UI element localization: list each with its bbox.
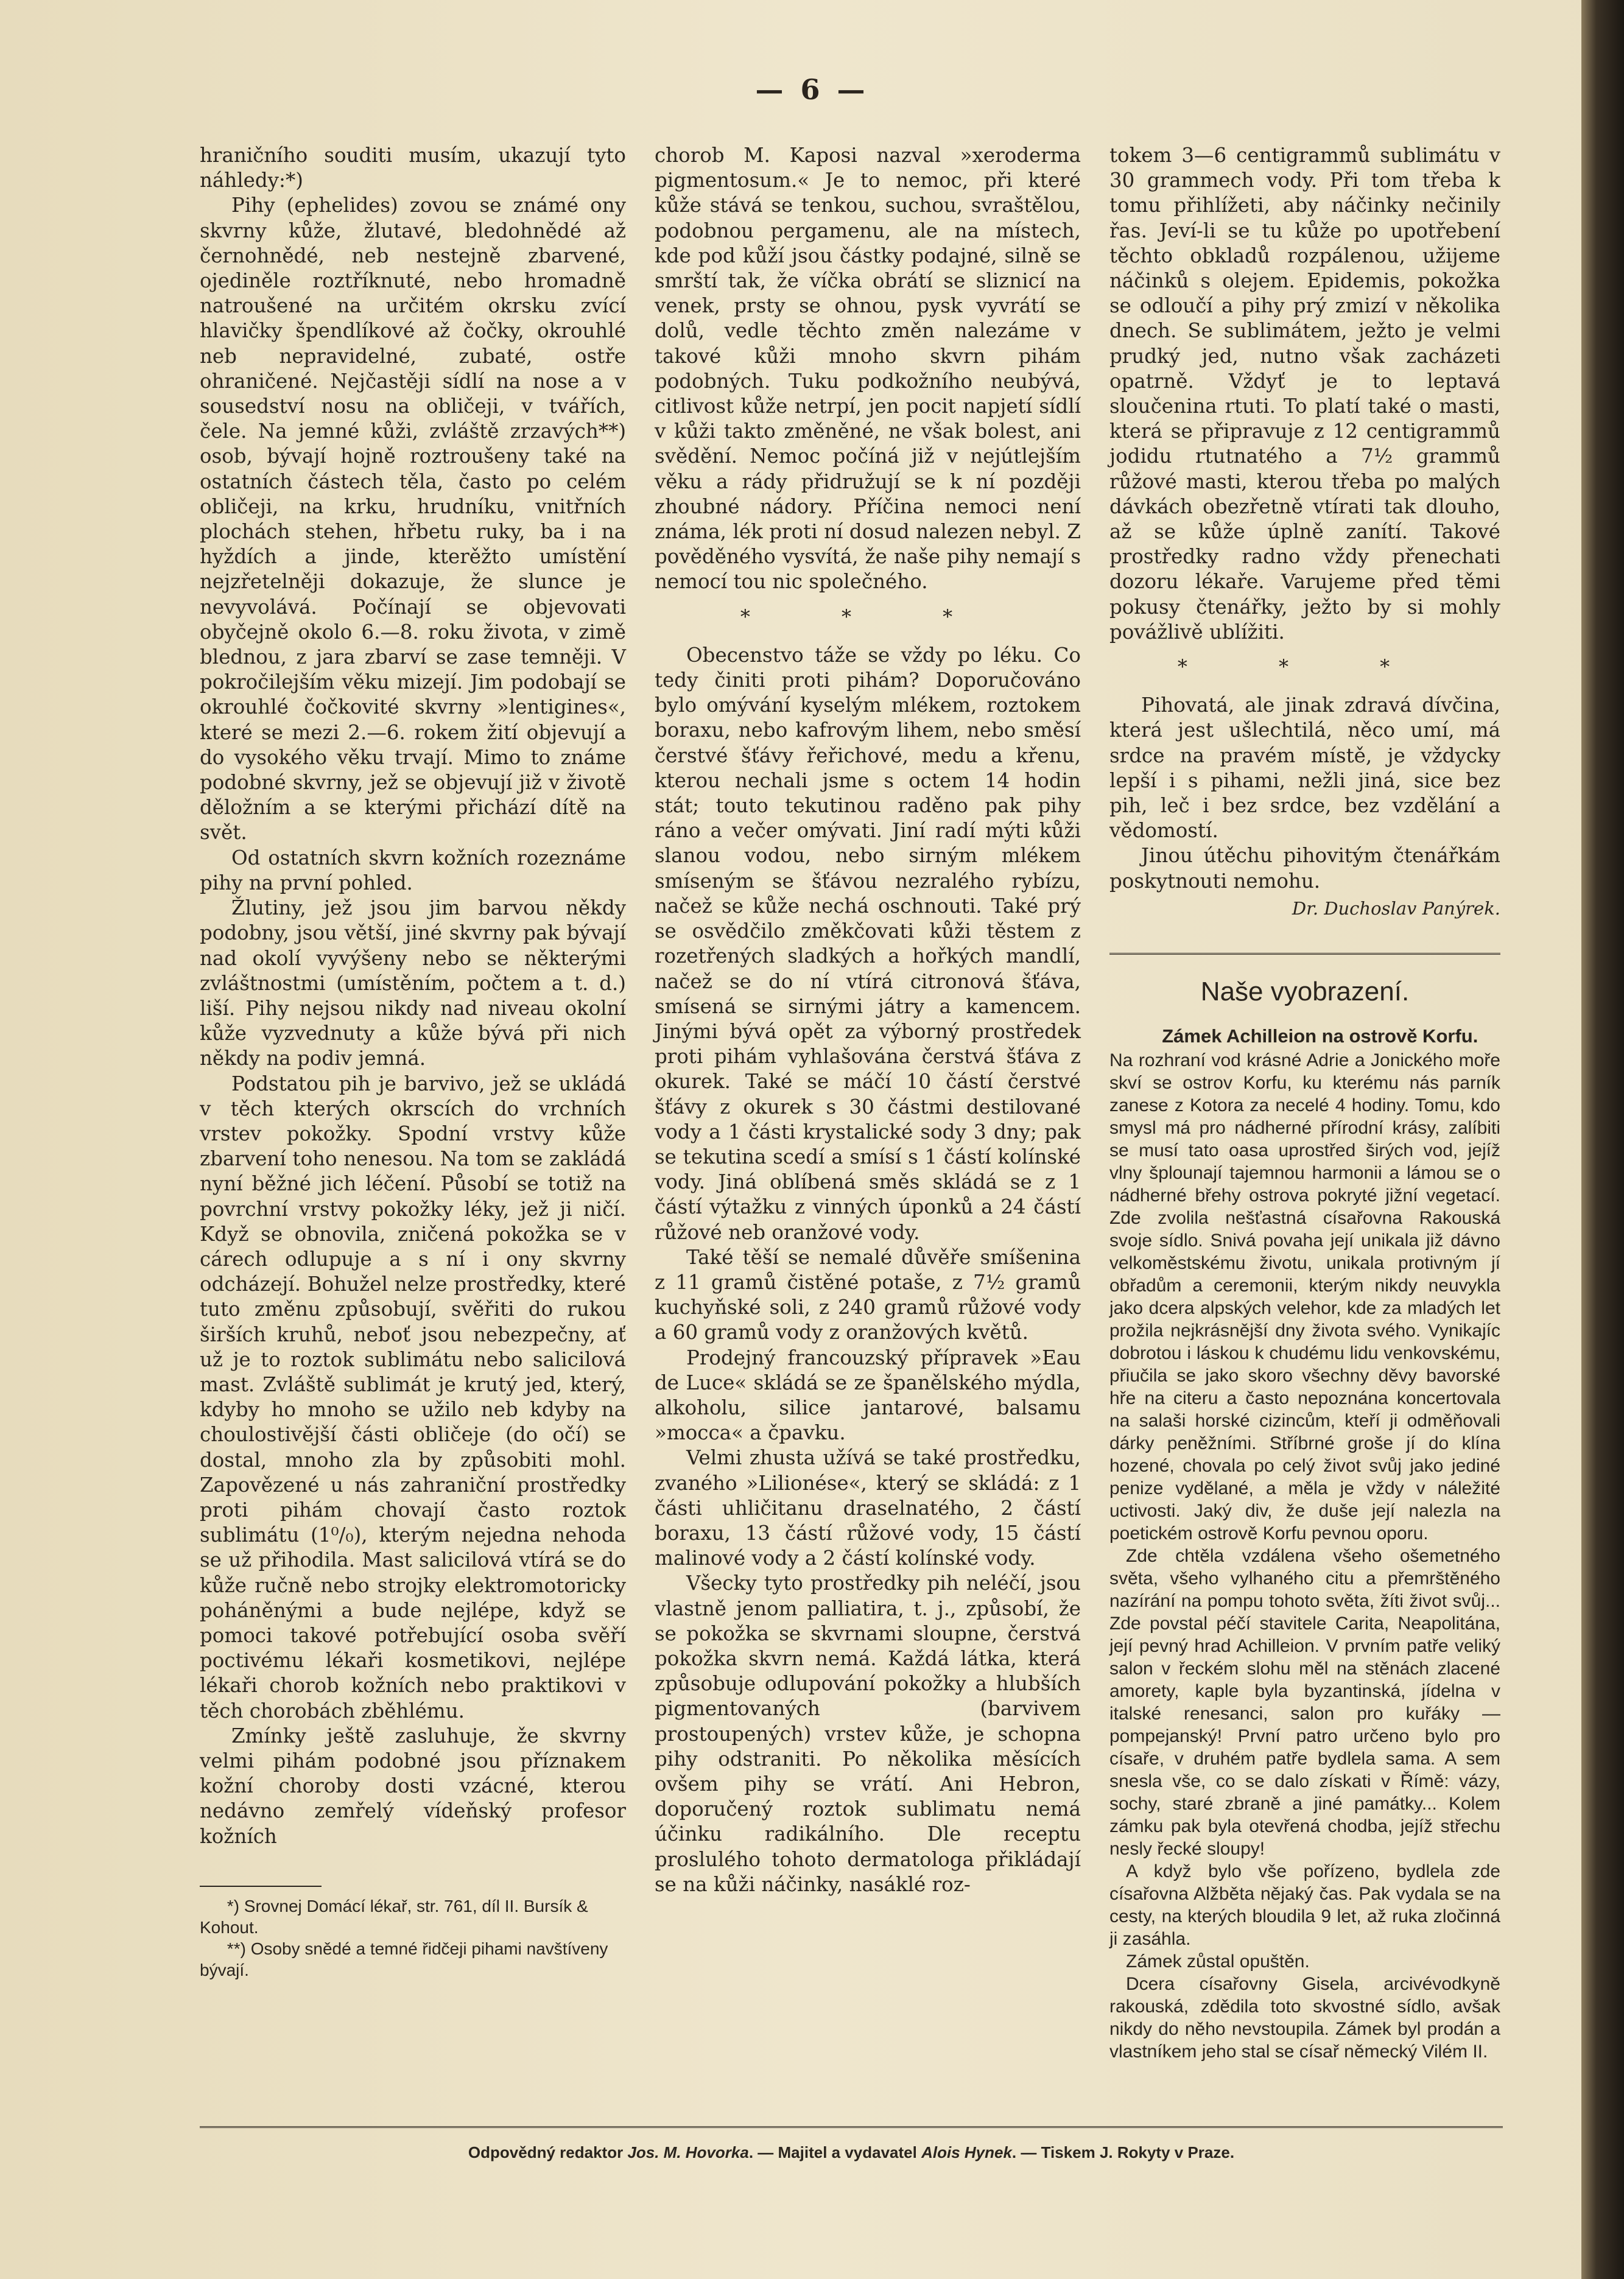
paragraph: Všecky tyto prostředky pih neléčí, jsou vlastně jenom palliatira, t. j., způsobí, že se pokožka se skvrnami sloupne, čerstvá pokožka skvrn nemá. Každá látka, která způsobuje odlupování pokožky a hlubších pigmentovaných (barvivem prostoupených) vrstev kůže, je schopna pihy odstraniti. Po několika měsících ovšem pihy se vrátí. Ani Hebron, doporučený roztok sublimatu nemá účinku radikálního. Dle receptu proslulého tohoto dermatologa přikládají se na kůži náčinky, nasáklé roz- (655, 1571, 1081, 1896)
paragraph: Pihy (ephelides) zovou se známé ony skvrny kůže, žlutavé, bledohnědé až černohnědé, neb nestejně zbarvené, ojediněle roztříknuté, nebo hromadně natroušené na určitém okrsku zvící hlavičky špendlíkové až čočky, okrouhlé neb nepravidelné, zubaté, ostře ohraničené. Nejčastěji sídlí na nose a v sousedství nosu na obličeji, v tvářích, čele. Na jemné kůži, zvláště zrzavých**) osob, bývají hojně roztroušeny také na ostatních částech těla, často po celém obličeji, na krku, hrudníku, vnitřních plochách stehen, hřbetu ruky, ba i na hyždích a jinde, kterěžto umístění nejzřetelněji dokazuje, že slunce je nevyvolává. Počínají se objevovati obyčejně okolo 6.—8. roku života, v zimě blednou, z jara zbarví se zase temněji. V pokročilejším věku mizejí. Jim podobají se okrouhlé čočkovité skvrny »lentigines«, které se mezi 2.—6. rokem žití objevují a do vysokého věku trvají. Mimo to známe podobné skvrny, jež se objevují již v životě děložním a se kterými přichází dítě na svět. (200, 194, 626, 845)
paragraph: Od ostatních skvrn kožních rozeznáme pihy na první pohled. (200, 846, 626, 894)
paragraph: Dcera císařovny Gisela, arcivévodkyně rakouská, zdědila toto skvostné sídlo, avšak nikdy do něho nevstoupila. Zámek byl prodán a vlastníkem jeho stal se císař německý Vilém II. (1109, 1973, 1500, 2062)
article-subtitle: Zámek Achilleion na ostrově Korfu. (1162, 1025, 1478, 1047)
footer-suffix: . — Tiskem J. Rokyty v Praze. (1011, 2143, 1235, 2161)
column-rule (1109, 953, 1500, 955)
paragraph: Podstatou pih je barvivo, jež se ukládá v těch kterých okrscích do vrchních vrstev pokožky. Spodní vrstvy kůže zbarvení toho nenesou. Na tom se zakládá nyní běžné jich léčení. Působí se totiž na povrchní vrstvy pokožky léky, jež ji ničí. Když se obnovila, zničená pokožka se v cárech odlupuje a s ní i ony skvrny odcházejí. Bohužel nelze prostředky, které tuto změnu způsobují, svěřiti do rukou širších kruhů, neboť jsou nebezpečny, ať už je to roztok sublimátu nebo salicilová mast. Zvláště sublimát je krutý jed, který, kdyby ho mnoho se užilo neb kdyby na choulostivější části obličeje (do očí) se dostal, mnoho zla by způsobiti mohl. Zapovězené u nás zahraniční prostředky proti pihám chovají často roztok sublimátu (1⁰/₀), kterým nejedna nehoda se už přihodila. Mast salicilová vtírá se do kůže ručně nebo strojky elektromotoricky poháněnými a bude nejlépe, když se pomoci takové potřebující osoba svěří poctivému lékaři kosmetikovi, nejlépe lékaři chorob kožních nebo praktikovi v těch chorobách zběhlému. (200, 1072, 626, 1722)
paragraph: hraničního souditi musím, ukazují tyto náhledy:*) (200, 144, 626, 192)
footer-editor: Jos. M. Hovorka (627, 2143, 749, 2161)
paragraph: Prodejný francouzský přípravek »Eau de Luce« skládá se ze španělského mýdla, alkoholu, silice jantarové, balsamu »mocca« a čpavku. (655, 1346, 1081, 1445)
footnote-rule (200, 1886, 322, 1887)
column-1 (200, 143, 626, 1981)
paragraph: Velmi zhusta užívá se také prostředku, zvaného »Lilionése«, který se skládá: z 1 části uhličitanu draselnatého, 2 částí boraxu, 13 částí růžové vody, 15 částí malinové vody a 2 částí kolínské vody. (655, 1446, 1081, 1570)
footer-rule (200, 2126, 1503, 2128)
page-number: — 6 — (755, 73, 869, 106)
paragraph: Žlutiny, jež jsou jim barvou někdy podobny, jsou větší, jiné skvrny pak bývají nad okolí vyvýšeny nebo se některými zvláštnostmi (umístěním, počtem a t. d.) liší. Pihy nejsou nikdy nad niveau okolní kůže vyzvednuty a kůže bývá při nich někdy na podiv jemná. (200, 896, 626, 1070)
footer-middle: . — Majitel a vydavatel (748, 2143, 917, 2161)
paragraph: Zde chtěla vzdálena všeho ošemetného světa, všeho vylhaného citu a přemrštěného nazírání na pompu tohoto světa, žíti život svůj... Zde povstal péčí stavitele Carita, Neapolitána, její pevný hrad Achilleion. V prvním patře veliký salon v řeckém slohu měl na stěnách zlacené amorety, kaple byla byzantinská, jídelna v italské renesanci, salon pro kuřáky — pompejanský! První patro určeno bylo pro císaře, v druhém patře bydlela sama. A sem snesla vše, co se dalo získati v Římě: vázy, sochy, staré zbraně a jiné památky... Kolem zámku pak byla otevřená chodba, jejíž střechu nesly řecké sloupy! (1109, 1545, 1500, 1859)
paragraph: Pihovatá, ale jinak zdravá dívčina, která jest ušlechtilá, něco umí, má srdce na pravém místě, je vždycky lepší i s pihami, nežli jiná, sice bez pih, leč i bez srdce, bez vzdělání a vědomostí. (1109, 694, 1500, 843)
column-3 (1109, 143, 1500, 2063)
paragraph: Obecenstvo táže se vždy po léku. Co tedy činiti proti pihám? Doporučováno bylo omývání kyselým mlékem, roztokem boraxu, nebo kafrovým lihem, nebo směsí čerstvé šťávy řeřichové, medu a křenu, kterou nechali jsme s octem 14 hodin stát; touto tekutinou raděno pak pihy ráno a večer omývati. Jiní radí mýti kůži slanou vodou, nebo sirným mlékem smíseným se šťávou nezralého rybízu, načež se kůže nechá oschnouti. Také prý se osvědčilo změkčovati kůži těstem z rozetřených sladkých a hořkých mandlí, načež se do ní vtírá citronová šťáva, smísená se sirnými játry a kamencem. Jinými bývá opět za výborný prostředek proti pihám vyhlašována čerstvá šťáva z okurek. Také se máčí 10 částí čerstvé šťávy z okurek s 30 částmi destilované vody a 1 části krystalické sody 3 dny; pak se tekutina scedí a smísí s 1 částí kolínské vody. Jiná oblíbená směs skládá se z 1 částí výtažku z vinných úponků a 24 částí růžové neb oranžové vody. (655, 643, 1081, 1244)
paragraph: Zámek zůstal opuštěn. (1126, 1951, 1310, 1972)
column-2 (655, 143, 1081, 1897)
binding-edge (1581, 0, 1624, 2279)
footnote: *) Srovnej Domácí lékař, str. 761, díl II. Bursík & Kohout. (200, 1896, 588, 1937)
paragraph: Zmínky ještě zasluhuje, že skvrny velmi pihám podobné jsou příznakem kožní choroby dosti vzácné, kterou nedávno zemřelý vídeňský profesor kožních (200, 1724, 626, 1848)
section-title: Naše vyobrazení. (1200, 977, 1410, 1007)
footnote: **) Osoby snědé a temné řidčeji pihami navštíveny bývají. (200, 1939, 608, 1979)
footer-prefix: Odpovědný redaktor (468, 2143, 624, 2161)
paragraph: tokem 3—6 centigrammů sublimátu v 30 grammech vody. Při tom třeba k tomu přihlížeti, aby náčinky nečinily řas. Jeví-li se tu kůže po upotřebení těchto obkladů rozpálenou, užijeme náčinků s olejem. Epidemis, pokožka se odloučí a pihy prý zmizí v několika dnech. Se sublimátem, ježto je velmi prudký jed, nutno však zacházeti opatrně. Vždyť je to leptavá sloučenina rtuti. To platí také o masti, která se připravuje z 12 centigrammů jodidu rtutnatého a 7½ grammů růžové masti, kterou třeba po malých dávkách obezřetně vtírati tak dlouho, až se kůže úplně zanítí. Takové prostředky radno vždy přenechati dozoru lékaře. Varujeme před těmi pokusy čtenářky, ježto by si mohly povážlivě ublížiti. (1109, 144, 1500, 644)
article-body (1109, 1049, 1500, 2063)
section-separator-stars: * * * (740, 605, 996, 628)
paragraph: Jinou útěchu pihovitým čtenářkám poskytnouti nemohu. (1109, 844, 1500, 893)
paragraph: chorob M. Kaposi nazval »xeroderma pigmentosum.« Je to nemoc, při které kůže stává se tenkou, suchou, svraštělou, podobnou pergamenu, ale na místech, kde pod kůží jsou částky podajné, silně se smrští tak, že víčka obrátí se sliznicí na venek, prsty se ohnou, pysk vyvrátí se dolů, vedle těchto změn nalezáme v takové kůži mnoho skvrn pihám podobných. Tuku podkožního neubývá, citlivost kůže netrpí, jen pocit napjetí sídlí v kůži takto změněné, ne však bolest, ani svědění. Nemoc počíná již v nejútlejším věku a rády přidružují se k ní později zhoubné nádory. Příčina nemoci není známa, lék proti ní dosud nalezen nebyl. Z pověděného vysvítá, že naše pihy nemají s nemocí tou nic společného. (655, 144, 1081, 594)
footer-publisher: Alois Hynek (921, 2143, 1012, 2161)
paragraph: Také těší se nemalé důvěře smíšenina z 11 gramů čistěné potaše, z 7½ gramů kuchyňské soli, z 240 gramů růžové vody a 60 gramů vody z oranžových květů. (655, 1245, 1081, 1344)
footnotes (200, 1895, 626, 1981)
paragraph: Na rozhraní vod krásné Adrie a Jonického moře skví se ostrov Korfu, ku kterému nás parník zanese z Kotora za necelé 4 hodiny. Tomu, kdo smysl má pro nádherné přírodní krásy, zalíbiti se musí tato oasa uprostřed širých vod, jejíž vlny šplounají tajemnou harmonii a lámou se o nádherné břehy ostrova pokryté jižní vegetací. Zde zvolila nešťastná císařovna Rakouská svoje sídlo. Snivá povaha její unikala již dávno velkoměstskému životu, unikala protivným jí obřadům a ceremonii, kterým nikdy neuvykla jako dcera alpských velehor, kde za mladých let prožila nejkrásnější dny života svého. Vynikajíc dobrotou i láskou k chudému lidu venkovskému, přiučila se jako skoro všechny děvy bavorské hře na citeru a často nepoznána koncertovala na salaši horské cizincům, kteří ji odměňovali dárky peněžními. Stříbrné groše jí do klína hozené, chovala po celý život svůj jako jediné penize vydělané, a měla je vždy v náležité uctivosti. Jaký div, že duše její nalezla na poetickém ostrově Korfu pevnou oporu. (1109, 1050, 1500, 1543)
imprint-footer (200, 2143, 1503, 2162)
author-signature: Dr. Duchoslav Panýrek. (1292, 897, 1500, 919)
section-separator-stars: * * * (1177, 655, 1433, 679)
paragraph: A když bylo vše pořízeno, bydlela zde císařovna Alžběta nějaký čas. Pak vydala se na cesty, na kterých bloudila 9 let, až ruka zločinná ji zasáhla. (1109, 1861, 1500, 1949)
